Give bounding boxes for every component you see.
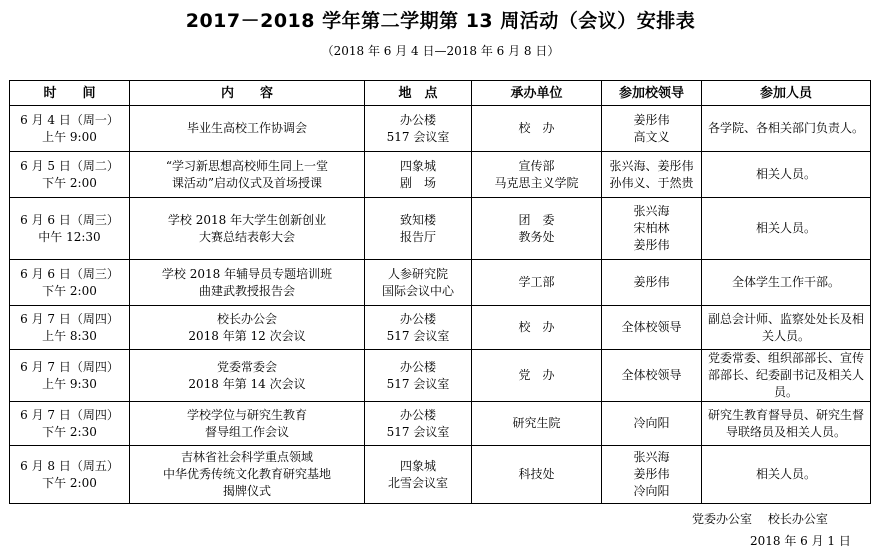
cell-host-line: 学工部	[518, 275, 555, 289]
table-row	[10, 260, 871, 306]
cell-content	[130, 152, 365, 198]
header-people: 参加人员	[702, 81, 871, 106]
schedule-table	[9, 80, 871, 504]
cell-people: 相关人员。	[702, 198, 871, 260]
cell-leaders	[602, 350, 702, 402]
cell-content	[130, 106, 365, 152]
cell-content	[130, 306, 365, 350]
cell-leaders-line: 姜彤伟	[633, 467, 670, 481]
cell-host-line: 科技处	[518, 467, 555, 481]
cell-place-line: 办公楼	[399, 359, 436, 374]
cell-leaders	[602, 152, 702, 198]
cell-place-line: 报告厅	[399, 229, 436, 244]
cell-time-line: 6 月 7 日（周四）	[20, 311, 119, 326]
header-content: 内 容	[130, 81, 365, 106]
cell-time-line: 下午 2:00	[42, 283, 97, 298]
cell-content-line: 揭牌仪式	[222, 484, 271, 498]
cell-place	[365, 198, 472, 260]
table-row	[10, 306, 871, 350]
cell-place	[365, 260, 472, 306]
cell-leaders-line: 姜彤伟	[633, 112, 670, 127]
cell-content-line: 学校 2018 年大学生创新创业	[167, 212, 327, 227]
cell-leaders-line: 全体校领导	[621, 368, 682, 382]
cell-leaders	[602, 402, 702, 446]
cell-people: 全体学生工作干部。	[702, 260, 871, 306]
cell-time	[10, 260, 130, 306]
cell-host-line: 团 委	[518, 212, 555, 227]
cell-time	[10, 350, 130, 402]
header-host: 承办单位	[472, 81, 602, 106]
cell-people: 研究生教育督导员、研究生督导联络员及相关人员。	[702, 402, 871, 446]
cell-place-line: 办公楼	[399, 407, 436, 422]
cell-content-line: 校长办公会	[216, 311, 277, 326]
issuing-offices: 党委办公室 校长办公室	[692, 512, 828, 526]
cell-place-line: 517 会议室	[386, 129, 450, 144]
cell-host	[472, 152, 602, 198]
cell-host	[472, 106, 602, 152]
cell-place-line: 北雪会议室	[387, 475, 448, 490]
cell-place	[365, 446, 472, 504]
cell-time-line: 下午 2:00	[42, 175, 97, 190]
cell-content-line: 大赛总结表彰大会	[198, 229, 295, 244]
cell-content-line: 吉林省社会科学重点领域	[180, 450, 313, 464]
cell-place	[365, 306, 472, 350]
cell-leaders-line: 高文义	[633, 129, 670, 144]
cell-host	[472, 198, 602, 260]
cell-place-line: 剧 场	[399, 175, 436, 190]
cell-place	[365, 350, 472, 402]
page-title: 2017－2018 学年第二学期第 13 周活动（会议）安排表	[185, 10, 696, 32]
cell-leaders	[602, 106, 702, 152]
cell-leaders	[602, 306, 702, 350]
cell-time-line: 下午 2:00	[42, 475, 97, 490]
cell-place-line: 517 会议室	[386, 376, 450, 391]
cell-leaders-line: 张兴海	[633, 450, 670, 464]
cell-people: 副总会计师、监察处处长及相关人员。	[702, 306, 871, 350]
cell-content-line: 曲建武教授报告会	[198, 283, 295, 298]
cell-host-line: 教务处	[518, 229, 555, 244]
cell-leaders	[602, 198, 702, 260]
cell-host-line: 校 办	[518, 320, 555, 334]
issue-date: 2018 年 6 月 1 日	[750, 534, 851, 548]
cell-leaders-line: 冷向阳	[633, 416, 670, 430]
cell-content-line: 中华优秀传统文化教育研究基地	[162, 467, 331, 481]
cell-leaders-line: 全体校领导	[621, 320, 682, 334]
cell-content	[130, 446, 365, 504]
cell-host-line: 宣传部	[518, 158, 555, 173]
cell-leaders	[602, 260, 702, 306]
cell-leaders-line: 张兴海	[633, 204, 670, 218]
cell-time-line: 6 月 8 日（周五）	[20, 458, 119, 473]
cell-time	[10, 446, 130, 504]
cell-time-line: 6 月 6 日（周三）	[20, 266, 119, 281]
cell-content	[130, 402, 365, 446]
cell-host	[472, 306, 602, 350]
cell-time	[10, 152, 130, 198]
cell-place-line: 国际会议中心	[381, 283, 454, 298]
cell-place-line: 致知楼	[399, 212, 436, 227]
cell-place	[365, 152, 472, 198]
cell-people: 相关人员。	[702, 152, 871, 198]
cell-people: 各学院、各相关部门负责人。	[702, 106, 871, 152]
table-row	[10, 350, 871, 402]
cell-people: 党委常委、组织部部长、宣传部部长、纪委副书记及相关人员。	[702, 350, 871, 402]
cell-leaders-line: 张兴海、姜彤伟	[609, 158, 694, 173]
cell-place-line: 517 会议室	[386, 328, 450, 343]
cell-content-line: 学校学位与研究生教育	[186, 407, 307, 422]
cell-host-line: 马克思主义学院	[494, 175, 579, 190]
cell-content-line: “学习新思想高校师生同上一堂	[165, 158, 329, 173]
cell-place-line: 四象城	[399, 458, 436, 473]
cell-place	[365, 106, 472, 152]
cell-host	[472, 350, 602, 402]
date-range: （2018 年 6 月 4 日—2018 年 6 月 8 日）	[321, 44, 560, 58]
cell-content-line: 毕业生高校工作协调会	[186, 121, 307, 135]
cell-leaders-line: 冷向阳	[633, 484, 670, 498]
cell-time-line: 6 月 6 日（周三）	[20, 212, 119, 227]
header-place: 地 点	[365, 81, 472, 106]
cell-time-line: 上午 9:00	[42, 129, 97, 144]
cell-host	[472, 260, 602, 306]
table-row	[10, 198, 871, 260]
cell-people: 相关人员。	[702, 446, 871, 504]
cell-place-line: 517 会议室	[386, 424, 450, 439]
cell-content-line: 2018 年第 14 次会议	[188, 376, 306, 391]
header-leaders: 参加校领导	[602, 81, 702, 106]
cell-host-line: 研究生院	[512, 416, 561, 430]
table-row	[10, 106, 871, 152]
cell-leaders	[602, 446, 702, 504]
cell-content-line: 党委常委会	[216, 359, 277, 374]
cell-content-line: 督导组工作会议	[204, 424, 289, 439]
cell-place-line: 四象城	[399, 158, 436, 173]
cell-host	[472, 402, 602, 446]
cell-host-line: 党 办	[518, 368, 555, 382]
cell-content-line: 学校 2018 年辅导员专题培训班	[161, 266, 333, 281]
cell-leaders-line: 孙伟义、于然贵	[609, 175, 694, 190]
cell-time-line: 6 月 7 日（周四）	[20, 359, 119, 374]
cell-time-line: 下午 2:30	[42, 424, 97, 439]
cell-content-line: 课活动”启动仪式及首场授课	[171, 175, 323, 190]
cell-host	[472, 446, 602, 504]
cell-leaders-line: 姜彤伟	[633, 238, 670, 252]
cell-time-line: 中午 12:30	[38, 229, 101, 244]
cell-time-line: 6 月 4 日（周一）	[20, 112, 119, 127]
cell-place-line: 人参研究院	[387, 266, 448, 281]
table-row	[10, 446, 871, 504]
cell-content-line: 2018 年第 12 次会议	[188, 328, 306, 343]
cell-leaders-line: 姜彤伟	[633, 275, 670, 289]
cell-time	[10, 402, 130, 446]
cell-content	[130, 198, 365, 260]
table-row	[10, 152, 871, 198]
cell-time-line: 6 月 7 日（周四）	[20, 407, 119, 422]
cell-time	[10, 306, 130, 350]
table-header-row	[10, 81, 871, 106]
header-time: 时 间	[10, 81, 130, 106]
cell-time	[10, 106, 130, 152]
cell-time-line: 上午 8:30	[42, 328, 97, 343]
cell-leaders-line: 宋柏林	[633, 221, 670, 235]
cell-content	[130, 350, 365, 402]
cell-content	[130, 260, 365, 306]
cell-place	[365, 402, 472, 446]
cell-host-line: 校 办	[518, 121, 555, 135]
cell-time	[10, 198, 130, 260]
cell-place-line: 办公楼	[399, 311, 436, 326]
table-row	[10, 402, 871, 446]
cell-time-line: 6 月 5 日（周二）	[20, 158, 119, 173]
cell-time-line: 上午 9:30	[42, 376, 97, 391]
cell-place-line: 办公楼	[399, 112, 436, 127]
